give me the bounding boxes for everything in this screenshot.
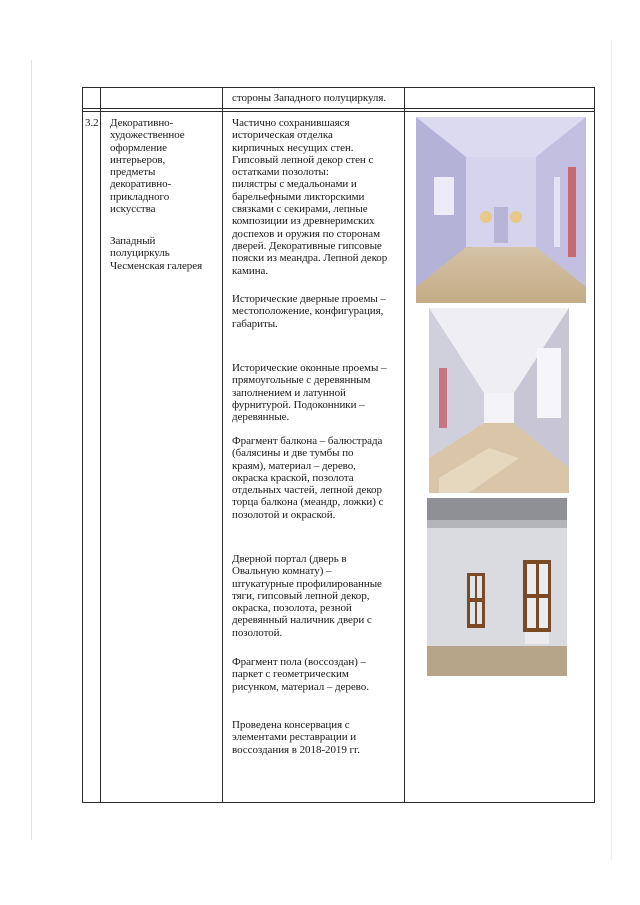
- description-paragraph: Частично сохранившаяся историческая отделка кирпичных несущих стен. Гипсовый лепной декор стен с остатками позолоты: пилястры с медальонами и барельефными ликторскими связками с секирами, лепные композиции из древнеримских доспехов и оружия по сторонам дверей. Декоративные гипсовые пояски из меандра. Лепной декор камина.: [232, 117, 388, 277]
- element-name: Декоративно- художественное оформление интерьеров, предметы декоративно- прикладного искусства: [110, 117, 185, 216]
- interior-photo-icon: [429, 308, 569, 493]
- table-left-border: [82, 87, 83, 803]
- column-divider-description: [404, 87, 405, 803]
- corridor-interior-photo-2: [429, 308, 569, 493]
- table-right-border: [594, 87, 595, 803]
- heritage-elements-table: [82, 87, 595, 803]
- interior-photo-icon: [416, 117, 586, 303]
- scan-edge-right: [611, 40, 612, 860]
- gallery-interior-photo-1: [416, 117, 586, 303]
- column-divider-number: [100, 87, 101, 803]
- row-separator: [82, 108, 595, 109]
- description-paragraph: Дверной портал (дверь в Овальную комнату) – штукатурные профилированные тяги, гипсовый лепной декор, окраска, позолота, резной деревянный наличник двери с позолотой.: [232, 553, 382, 639]
- column-divider-name: [222, 87, 223, 803]
- description-paragraph: Фрагмент пола (воссоздан) – паркет с геометрическим рисунком, материал – дерево.: [232, 656, 369, 693]
- element-location: Западный полуциркуль Чесменская галерея: [110, 235, 203, 272]
- table-bottom-border: [82, 802, 595, 803]
- description-paragraph: Проведена консервация с элементами реставрации и воссоздания в 2018-2019 гг.: [232, 719, 360, 756]
- description-paragraph: Исторические дверные проемы – местоположение, конфигурация, габариты.: [232, 293, 386, 330]
- windows-wall-photo-3: [427, 498, 567, 676]
- row-number: 3.2: [85, 117, 99, 129]
- prev-row-description: стороны Западного полуциркуля.: [232, 92, 387, 104]
- interior-photo-icon: [427, 498, 567, 676]
- description-paragraph: Фрагмент балкона – балюстрада (балясины и две тумбы по краям), материал – дерево, окраска краской, позолота отдельных частей, лепной декор торца балкона (меандр, ложки) с позолотой и окраской.: [232, 435, 384, 521]
- table-top-border: [82, 87, 595, 88]
- row-separator-double: [82, 111, 595, 112]
- scan-edge-left: [31, 60, 32, 840]
- description-paragraph: Исторические оконные проемы – прямоугольные с деревянным заполнением и латунной фурнитурой. Подоконники – деревянные.: [232, 362, 387, 424]
